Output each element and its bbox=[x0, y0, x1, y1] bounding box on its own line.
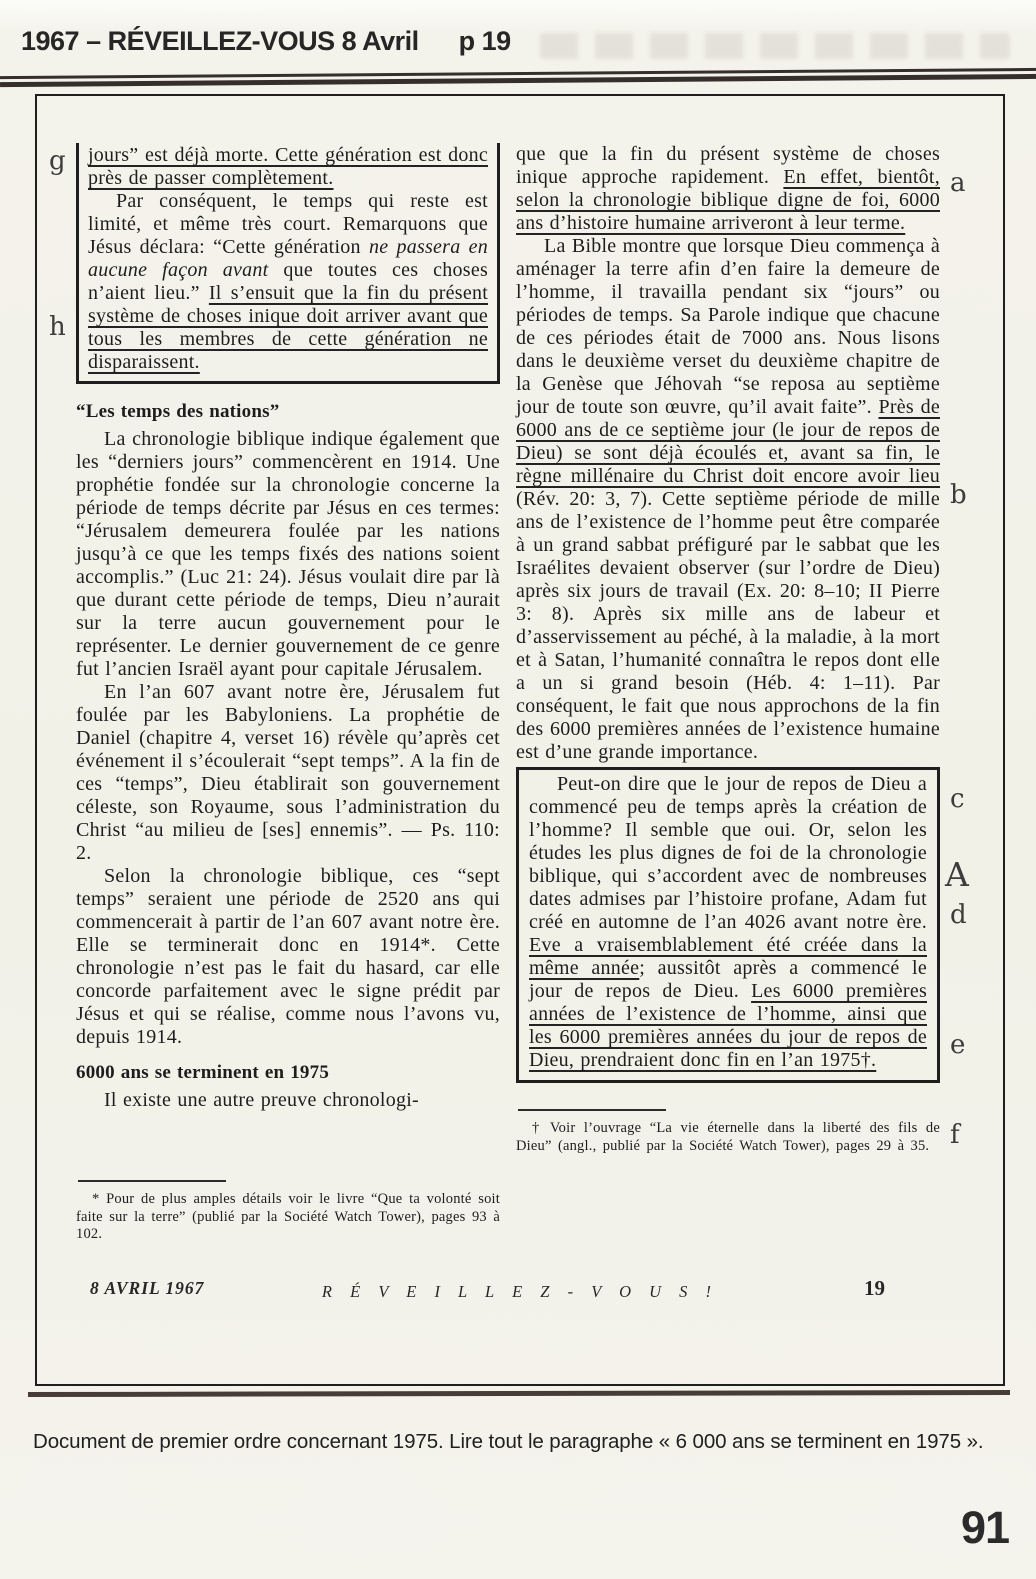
margin-letter-h: h bbox=[49, 312, 66, 342]
footer-issue-date: 8 AVRIL 1967 bbox=[90, 1278, 205, 1298]
header-rule bbox=[0, 68, 1036, 87]
paragraph: Il existe une autre preuve chronologi- bbox=[104, 1089, 419, 1111]
footnote-asterisk: * Pour de plus amples détails voir le livre “Que ta volonté soit faite sur la terre” (publié par la Société Watch Tower), pages 93 à 102. bbox=[76, 1191, 500, 1242]
section-heading-6000-ans: 6000 ans se terminent en 1975 bbox=[76, 1062, 330, 1083]
footnote-rule bbox=[78, 1180, 226, 1182]
boxed-excerpt bbox=[76, 143, 500, 384]
header-title bbox=[21, 26, 511, 57]
margin-letter-a: a bbox=[950, 168, 966, 198]
margin-letter-A: A bbox=[945, 855, 969, 894]
footer-page-number: 19 bbox=[864, 1276, 885, 1300]
margin-letter-e: e bbox=[950, 1030, 966, 1060]
magazine-page-scan bbox=[35, 94, 1005, 1386]
paragraph: que que la fin du présent système de choses inique approche rapidement. En effet, bientôt, selon la chronologie biblique digne de foi, 6000 ans d’histoire humaine arriveront à leur terme. bbox=[516, 143, 940, 234]
boxed-paragraph-1975 bbox=[516, 767, 940, 1083]
caption: Document de premier ordre concernant 1975. Lire tout le paragraphe « 6 000 ans se terminent en 1975 ». bbox=[33, 1429, 984, 1453]
paragraph: La chronologie biblique indique également que les “derniers jours” commencèrent en 1914. Une prophétie fondée sur la chronologie concerne la période de temps décrite par Jésus en ces termes: “Jérusalem demeurera foulée par les nations jusqu’à ce que les temps fixés des nations soient accomplis.” (Luc 21: 24). Jésus voulait dire par là que durant cette période de temps, Dieu n’aurait sur la terre aucun gouvernement pour le représenter. Le dernier gouvernement de ce genre fut l’ancien Israël ayant pour capitale Jérusalem. bbox=[76, 428, 500, 680]
paragraph: En l’an 607 avant notre ère, Jérusalem fut foulée par les Babyloniens. La prophétie de Daniel (chapitre 4, verset 16) révèle qu’après cet événement il s’écoulerait “sept temps”. A la fin de ces “temps”, Dieu établirait son gouvernement céleste, son Royaume, sous l’administration du Christ “au milieu de [ses] ennemis”. — Ps. 110: 2. bbox=[76, 681, 500, 864]
margin-letter-d: d bbox=[950, 900, 967, 930]
magazine-footer bbox=[37, 1278, 1003, 1308]
margin-letter-c: c bbox=[950, 784, 965, 814]
header-source-label: 1967 – RÉVEILLEZ-VOUS 8 Avril bbox=[21, 26, 419, 56]
footer-journal-title: R É V E I L L E Z - V O U S ! bbox=[321, 1282, 719, 1301]
book-page-number: 91 bbox=[960, 1502, 1009, 1553]
margin-letter-f: f bbox=[950, 1120, 960, 1150]
section-heading-temps-des-nations: “Les temps des nations” bbox=[76, 401, 280, 422]
paragraph: Selon la chronologie biblique, ces “sept temps” seraient une période de 2520 ans qui commencerait à partir de l’an 607 avant notre ère. Elle se terminerait donc en 1914*. Cette chronologie n’est pas le fait du hasard, car elle concorde parfaitement avec le signe prédit par Jésus et qui se réalise, comme nous l’avons vu, depuis 1914. bbox=[76, 865, 500, 1048]
footnote-dagger: † Voir l’ouvrage “La vie éternelle dans la liberté des fils de Dieu” (angl., publié par la Société Watch Tower), pages 29 à 35. bbox=[516, 1120, 940, 1154]
paragraph: Peut-on dire que le jour de repos de Dieu a commencé peu de temps après la création de l’homme? Il semble que oui. Or, selon les études les plus dignes de foi de la chronologie biblique, qui s’accordent avec de nombreuses dates admises par l’histoire profane, Adam fut créé en automne de l’an 4026 avant notre ère. Eve a vraisemblablement été créée dans la même année; aussitôt après a commencé le jour de repos de Dieu. Les 6000 premières années de l’existence de l’homme, ainsi que les 6000 premières années du jour de repos de Dieu, prendraient donc fin en l’an 1975†. bbox=[529, 773, 927, 1071]
ink-bleed-artifact bbox=[540, 33, 1010, 59]
paragraph: jours” est déjà morte. Cette génération est donc près de passer complètement. bbox=[88, 144, 488, 189]
margin-letter-b: b bbox=[950, 480, 967, 510]
right-column bbox=[516, 143, 940, 1155]
paragraph: La Bible montre que lorsque Dieu commença à aménager la terre afin d’en faire la demeure de l’homme, il travailla pendant six “jours” ou périodes de temps. Sa Parole indique que chacune de ces périodes était de 7000 ans. Nous lisons dans le deuxième verset du deuxième chapitre de la Genèse que Jéhovah “se reposa au septième jour de toute son œuvre, qu’il avait faite”. Près de 6000 ans de ce septième jour (le jour de repos de Dieu) se sont déjà écoulés et, avant sa fin, le règne millénaire du Christ doit encore avoir lieu (Rév. 20: 3, 7). Cette septième période de mille ans de l’existence de l’homme peut être comparée à un grand sabbat préfiguré par le sabbat que les Israélites devaient observer (sur l’ordre de Dieu) après six jours de travail (Ex. 20: 8–10; II Pierre 3: 8). Après six mille ans de labeur et d’asservissement au péché, à la maladie, à la mort et à Satan, l’humanité connaîtra le repos dont elle a un si grand besoin (Héb. 4: 1–11). Par conséquent, le fait que nous approchons de la fin des 6000 premières années de l’existence humaine est d’une grande importance. bbox=[516, 235, 940, 763]
margin-letter-g: g bbox=[49, 146, 66, 176]
left-column bbox=[76, 143, 500, 1244]
bottom-rule bbox=[28, 1390, 1010, 1397]
paragraph: Par conséquent, le temps qui reste est limité, et même très court. Remarquons que Jésus déclara: “Cette génération ne passera en aucune façon avant que toutes ces choses n’aient lieu.” Il s’ensuit que la fin du présent système de choses inique doit arriver avant que tous les membres de cette génération ne disparaissent. bbox=[88, 190, 489, 373]
header-page-ref: p 19 bbox=[458, 26, 511, 56]
footnote-rule bbox=[518, 1109, 666, 1111]
